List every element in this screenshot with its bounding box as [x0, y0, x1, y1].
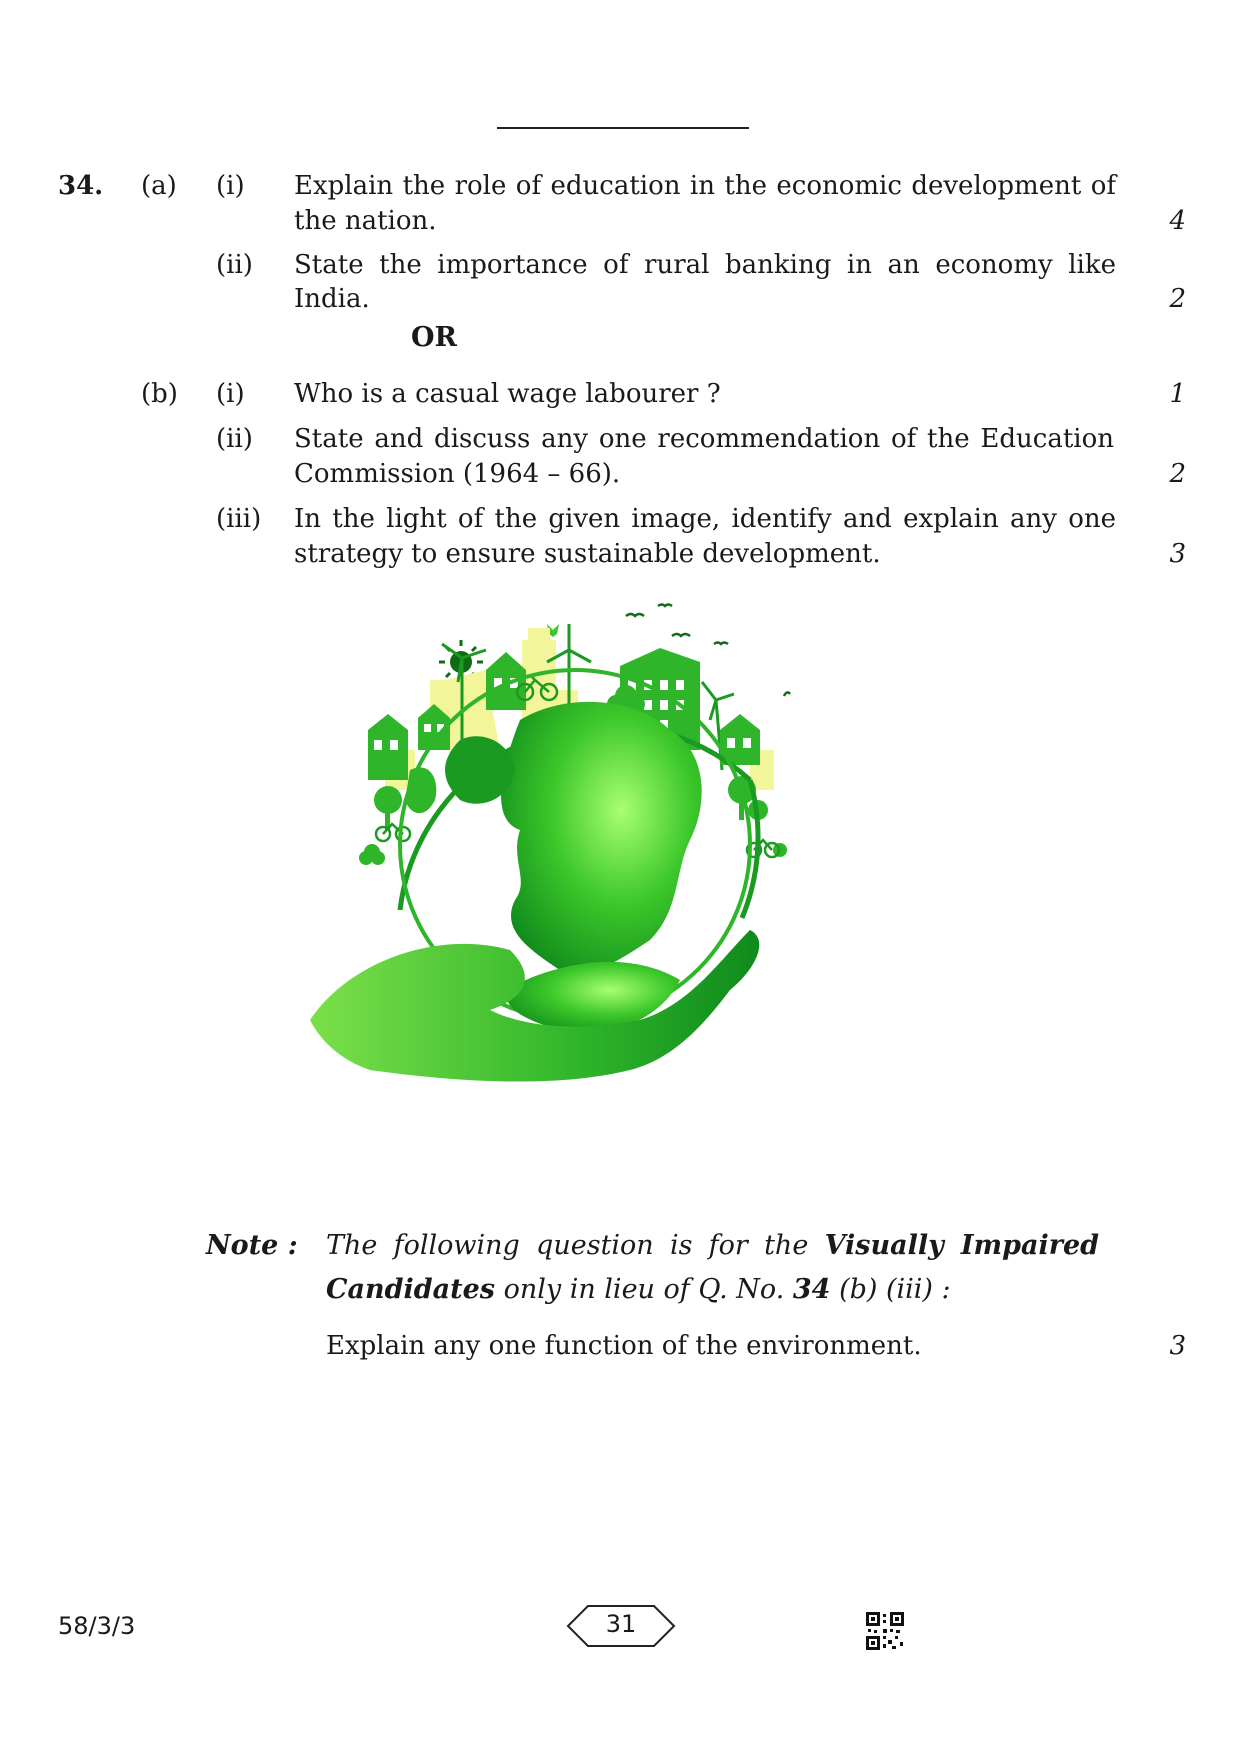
part-a-ii-marks: 2	[1169, 284, 1186, 314]
part-a-ii-line2: India.	[294, 284, 370, 314]
part-b-iii-marks: 3	[1169, 539, 1186, 569]
part-b-ii-line2: Commission (1964 – 66).	[294, 459, 621, 489]
top-rule	[497, 127, 749, 129]
part-a-label: (a)	[141, 171, 177, 201]
part-b-iii-label: (iii)	[216, 504, 262, 534]
note-question: Explain any one function of the environment.	[326, 1331, 922, 1361]
part-a-ii-line1: State the importance of rural banking in an economy like	[294, 250, 1116, 280]
or-separator: OR	[411, 322, 457, 353]
part-a-i-line1: Explain the role of education in the economic development of	[294, 171, 1116, 201]
question-number: 34.	[58, 171, 104, 201]
note-text-1: The following question is for the	[326, 1230, 809, 1261]
qr-code-icon	[866, 1612, 904, 1650]
part-b-i-line1: Who is a casual wage labourer ?	[294, 379, 721, 409]
part-b-ii-marks: 2	[1169, 459, 1186, 489]
paper-code: 58/3/3	[58, 1612, 136, 1640]
note-text-2: only in lieu of Q. No.	[503, 1274, 785, 1305]
note-text-3: (b) (iii) :	[839, 1274, 951, 1305]
note-bold-3: 34	[792, 1274, 831, 1305]
note-marks: 3	[1169, 1331, 1186, 1361]
sustainable-development-illustration	[310, 600, 870, 1210]
part-b-i-label: (i)	[216, 379, 245, 409]
note-bold-1: Visually Impaired	[824, 1230, 1099, 1261]
note-bold-2: Candidates	[326, 1274, 495, 1305]
note-line-2	[326, 1270, 951, 1310]
part-a-i-label: (i)	[216, 171, 245, 201]
note-label: Note :	[206, 1230, 298, 1261]
note-line-1	[326, 1226, 1099, 1266]
part-b-iii-line2: strategy to ensure sustainable development.	[294, 539, 881, 569]
part-b-label: (b)	[141, 379, 178, 409]
part-a-i-line2: the nation.	[294, 206, 437, 236]
part-b-ii-line1: State and discuss any one recommendation of the Education	[294, 424, 1114, 454]
part-a-i-marks: 4	[1169, 206, 1186, 236]
page-number: 31	[605, 1610, 637, 1638]
part-b-ii-label: (ii)	[216, 424, 253, 454]
part-b-iii-line1: In the light of the given image, identify and explain any one	[294, 504, 1116, 534]
part-a-ii-label: (ii)	[216, 250, 253, 280]
part-b-i-marks: 1	[1169, 379, 1186, 409]
